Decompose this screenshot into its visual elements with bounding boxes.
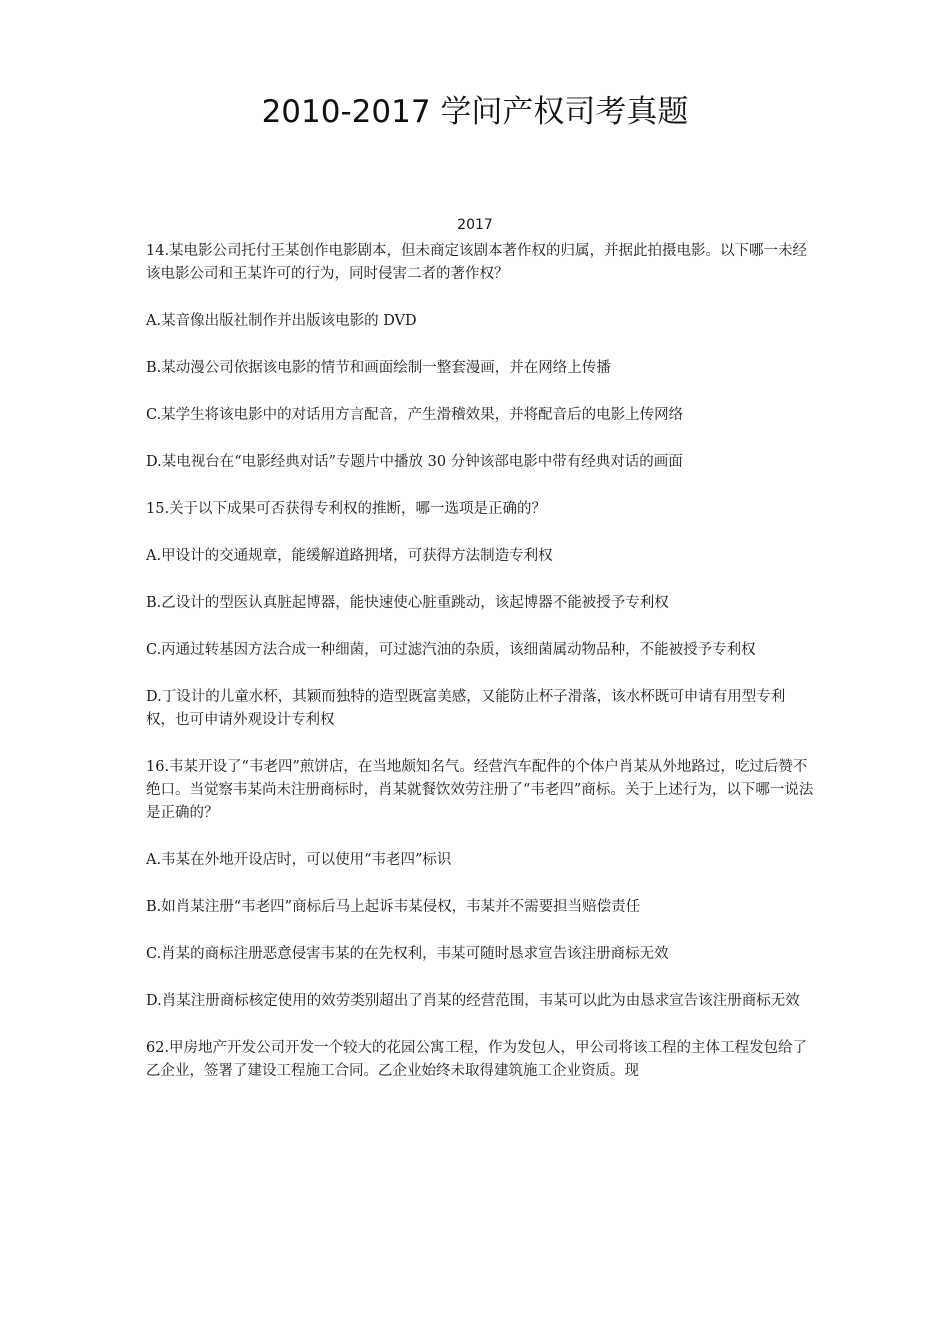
question-62: 62.甲房地产开发公司开发一个较大的花园公寓工程，作为发包人，甲公司将该工程的主体工程发包给了乙企业，签署了建设工程施工合同。乙企业始终未取得建筑施工企业资质。现 xyxy=(146,1040,808,1079)
option-15a: A.甲设计的交通规章，能缓解道路拥堵，可获得方法制造专利权 xyxy=(146,548,553,564)
option-15c: C.丙通过转基因方法合成一种细菌，可过滤汽油的杂质，该细菌属动物品种，不能被授予专利权 xyxy=(146,642,756,658)
option-15b: B.乙设计的型医认真脏起博器，能快速使心脏重跳动，该起博器不能被授予专利权 xyxy=(146,595,669,611)
option-14d: D.某电视台在“电影经典对话”专题片中播放 30 分钟该部电影中带有经典对话的画面 xyxy=(146,454,683,470)
option-16d: D.肖某注册商标核定使用的效劳类别超出了肖某的经营范围，韦某可以此为由恳求宣告该注册商标无效 xyxy=(146,993,800,1009)
option-16a: A.韦某在外地开设店时，可以使用“韦老四”标识 xyxy=(146,852,452,868)
document-body xyxy=(146,240,814,1107)
option-15d: D.丁设计的儿童水杯，其颖而独特的造型既富美感，又能防止杯子滑落，该水杯既可申请有用型专利权，也可申请外观设计专利权 xyxy=(146,689,786,728)
option-16c: C.肖某的商标注册恶意侵害韦某的在先权利，韦某可随时恳求宣告该注册商标无效 xyxy=(146,946,669,962)
option-14c: C.某学生将该电影中的对话用方言配音，产生滑稽效果，并将配音后的电影上传网络 xyxy=(146,407,684,423)
option-14b: B.某动漫公司依据该电影的情节和画面绘制一整套漫画，并在网络上传播 xyxy=(146,360,611,376)
question-14: 14.某电影公司托付王某创作电影剧本，但未商定该剧本著作权的归属，并据此拍摄电影。以下哪一未经该电影公司和王某许可的行为，同时侵害二者的著作权？ xyxy=(146,243,808,282)
question-16: 16.韦某开设了“韦老四”煎饼店，在当地颇知名气。经营汽车配件的个体户肖某从外地路过，吃过后赞不绝口。当觉察韦某尚未注册商标时，肖某就餐饮效劳注册了“韦老四”商标。关于上述行为，以下哪一说法是正确的？ xyxy=(146,759,814,821)
option-14a: A.某音像出版社制作并出版该电影的 DVD xyxy=(146,313,417,329)
option-16b: B.如肖某注册“韦老四”商标后马上起诉韦某侵权，韦某并不需要担当赔偿责任 xyxy=(146,899,641,915)
question-15: 15.关于以下成果可否获得专利权的推断，哪一选项是正确的？ xyxy=(146,501,547,517)
document-title: 2010-2017 学问产权司考真题 xyxy=(261,94,689,130)
section-year: 2017 xyxy=(457,217,493,233)
